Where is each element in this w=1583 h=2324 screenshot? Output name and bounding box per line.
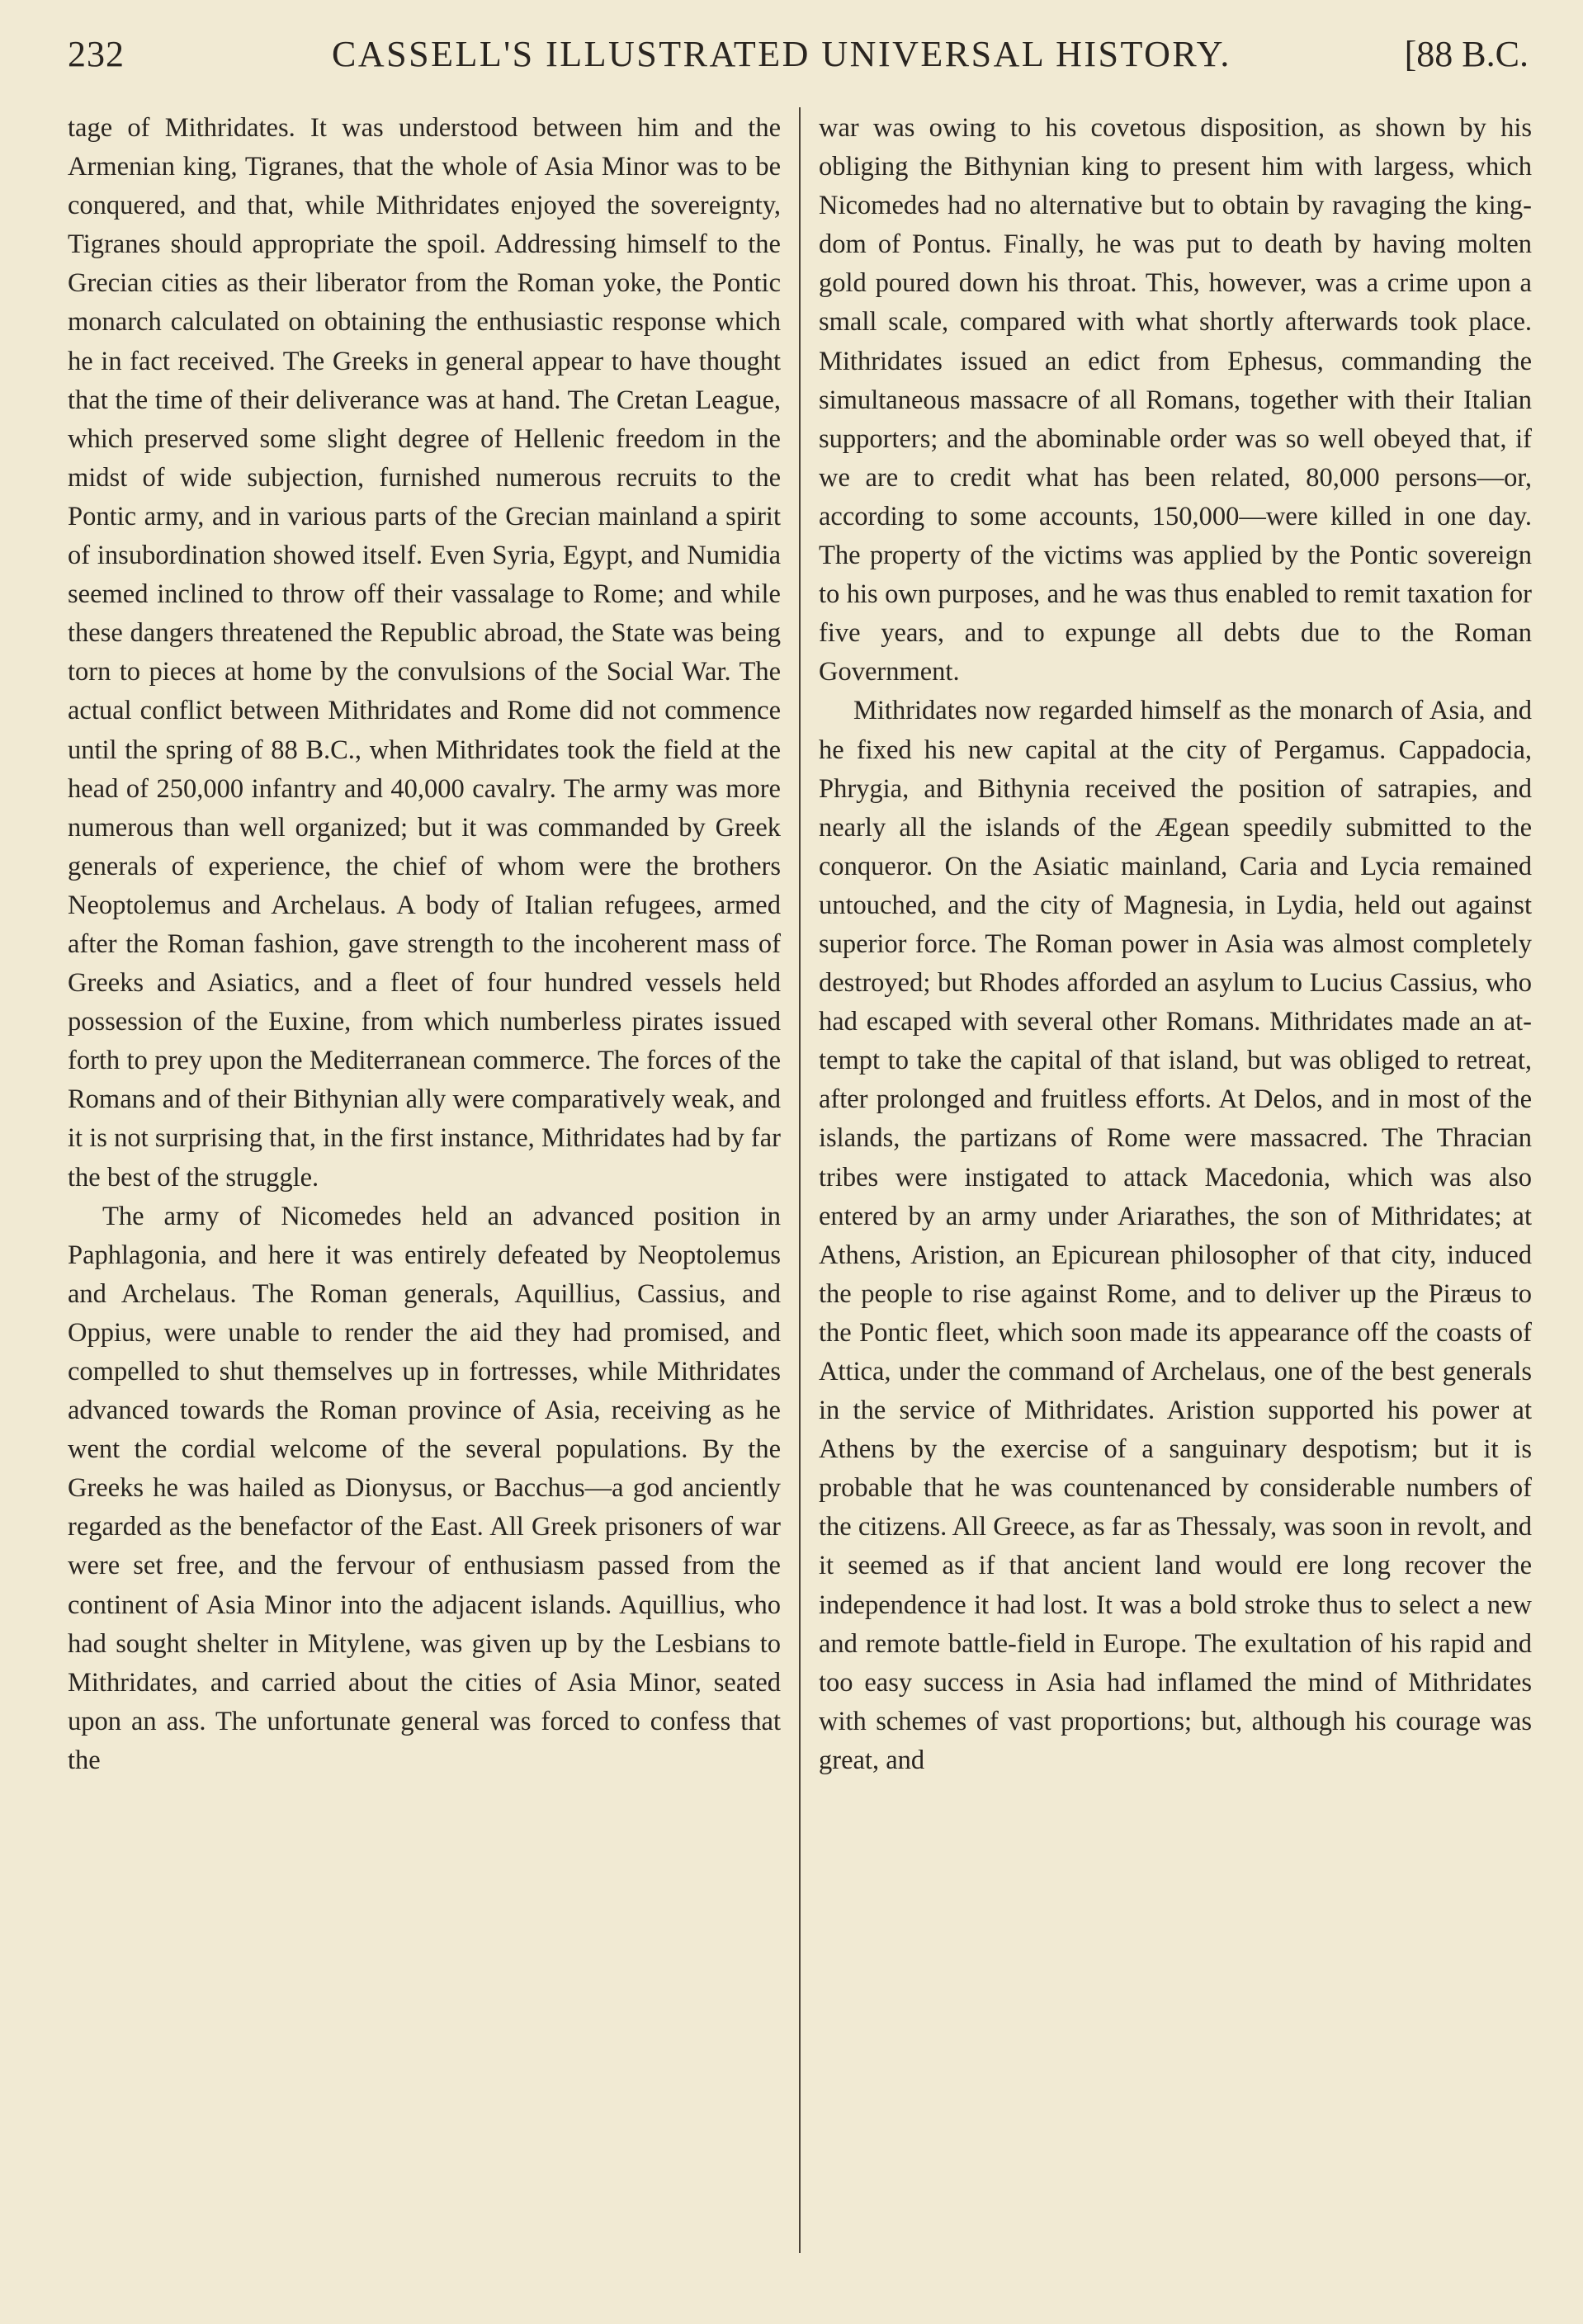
left-paragraph-2: The army of Nicomedes held an advanced position in Paphlagonia, and here it was entirely defeated by Neoptolemus and Archelaus. The Roman generals, Aquillius, Cassius, and Oppius, were unable to render the aid they had promised, and compelled to shut themselves up in fortresses, while Mithridates advanced towards the Roman province of Asia, receiving as he went the cordial welcome of the several populations. By the Greeks he was hailed as Dionysus, or Bacchus—a god anciently regarded as the benefactor of the East. All Greek prisoners of war were set free, and the fervour of enthusiasm passed from the continent of Asia Minor into the adjacent islands. Aquillius, who had sought shelter in Mitylene, was given up by the Lesbians to Mithridates, and carried about the cities of Asia Minor, seated upon an ass. The unfortunate general was forced to confess that the [68, 1201, 781, 1775]
date-tag: [88 B.C. [1404, 34, 1529, 74]
left-column [68, 109, 781, 2255]
right-column [819, 109, 1532, 2255]
column-divider [799, 107, 801, 2253]
left-paragraph-1: tage of Mithridates. It was understood between him and the Armenian king, Tigranes, that the whole of Asia Minor was to be conquered, and that, while Mithridates enjoyed the sovereignty, Tigranes should appropriate the spoil. Addressing himself to the Grecian cities as their liberator from the Roman yoke, the Pontic monarch calculated on obtaining the enthusiastic response which he in fact received. The Greeks in general appear to have thought that the time of their deliverance was at hand. The Cretan League, which preserved some slight degree of Hellenic freedom in the midst of wide subjection, furnished numerous recruits to the Pontic army, and in various parts of the Grecian mainland a spirit of insubordination showed itself. Even Syria, Egypt, and Numidia seemed inclined to throw off their vassalage to Rome; and while these dangers threatened the Republic abroad, the State was being torn to pieces at home by the convulsions of the Social War. The actual conflict between Mithridates and Rome did not commence until the spring of 88 B.C., when Mithridates took the field at the head of 250,000 infantry and 40,000 cavalry. The army was more numerous than well organized; but it was commanded by Greek generals of experience, the chief of whom were the brothers Neoptolemus and Archelaus. A body of Italian refugees, armed after the Roman fashion, gave strength to the incoherent mass of Greeks and Asiatics, and a fleet of four hundred vessels held possession of the Euxine, from which numberless pirates issued forth to prey upon the Mediterranean commerce. The forces of the Romans and of their Bithynian ally were comparatively weak, and it is not surprising that, in the first instance, Mithridates had by far the best of the struggle. [68, 113, 781, 1193]
right-paragraph-1: war was owing to his covetous disposition, as shown by his obliging the Bithynian king to present him with largess, which Nicomedes had no alternative but to obtain by ravaging the kingdom of Pontus. Finally, he was put to death by having molten gold poured down his throat. This, however, was a crime upon a small scale, compared with what shortly afterwards took place. Mithridates issued an edict from Ephesus, commanding the simultaneous massacre of all Romans, together with their Italian supporters; and the abominable order was so well obeyed that, if we are to credit what has been related, 80,000 persons—or, according to some accounts, 150,000—were killed in one day. The property of the victims was applied by the Pontic sovereign to his own purposes, and he was thus enabled to remit taxation for five years, and to expunge all debts due to the Roman Government. [819, 113, 1532, 687]
page-header [68, 30, 1529, 83]
page-number: 232 [68, 34, 125, 74]
running-title: CASSELL'S ILLUSTRATED UNIVERSAL HISTORY. [332, 34, 1231, 74]
right-paragraph-2: Mithridates now regarded himself as the monarch of Asia, and he fixed his new capital at the city of Pergamus. Cappadocia, Phrygia, and Bithynia received the position of satrapies, and nearly all the islands of the Ægean speedily submitted to the conqueror. On the Asiatic mainland, Caria and Lycia remained untouched, and the city of Magnesia, in Lydia, held out against superior force. The Roman power in Asia was almost completely destroyed; but Rhodes afforded an asylum to Lucius Cassius, who had escaped with several other Romans. Mithridates made an attempt to take the capital of that island, but was obliged to retreat, after prolonged and fruitless efforts. At Delos, and in most of the islands, the partizans of Rome were massacred. The Thracian tribes were instigated to attack Macedonia, which was also entered by an army under Ariarathes, the son of Mithridates; at Athens, Aristion, an Epicurean philosopher of that city, induced the people to rise against Rome, and to deliver up the Piræus to the Pontic fleet, which soon made its appearance off the coasts of Attica, under the command of Archelaus, one of the best generals in the service of Mithridates. Aristion supported his power at Athens by the exercise of a sanguinary despotism; but it is probable that he was countenanced by considerable numbers of the citizens. All Greece, as far as Thessaly, was soon in revolt, and it seemed as if that ancient land would ere long recover the independence it had lost. It was a bold stroke thus to select a new and remote battle-field in Europe. The exultation of his rapid and too easy success in Asia had inflamed the mind of Mithridates with schemes of vast proportions; but, although his courage was great, and [819, 696, 1532, 1775]
